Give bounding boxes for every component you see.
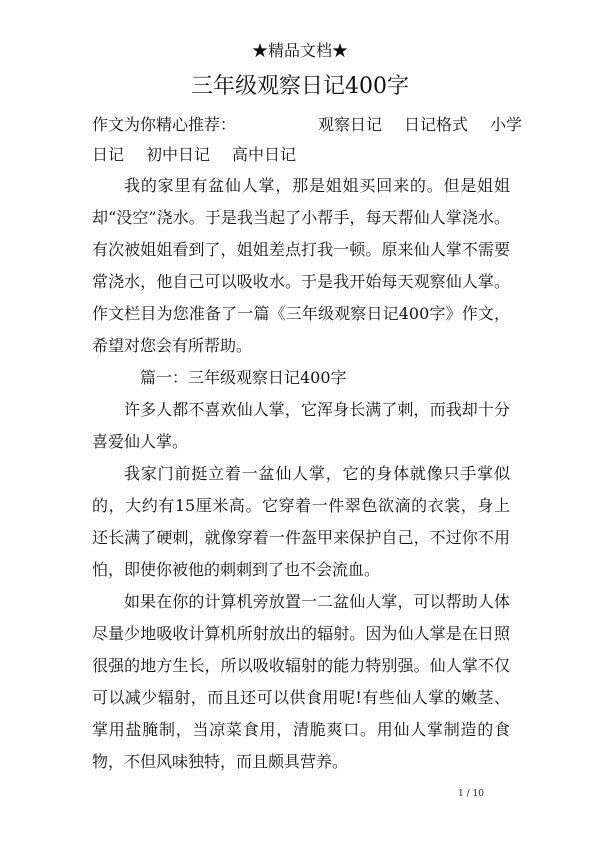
tag-link[interactable]: 小学 — [489, 115, 522, 134]
body-paragraph: 许多人都不喜欢仙人掌，它浑身长满了刺，而我却十分喜爱仙人掌。 — [92, 400, 510, 451]
tag-link[interactable]: 高中日记 — [232, 145, 297, 164]
recommend-label: 作文为你精心推荐： — [92, 115, 237, 134]
page-indicator: 1 / 10 — [458, 789, 484, 799]
intro-paragraph: 我的家里有盆仙人掌，那是姐姐买回来的。但是姐姐却“没空”浇水。于是我当起了小帮手，每天帮仙人掌浇水。有次被姐姐看到了，姐姐差点打我一顿。原来仙人掌不需要常浇水，他自己可以吸收水。于是我开始每天观察仙人掌。作文栏目为您准备了一篇《三年级观察日记400字》作文，希望对您会有所帮助。 — [92, 176, 510, 355]
section-heading: 篇一：三年级观察日记400字 — [140, 368, 347, 387]
tag-link[interactable]: 初中日记 — [146, 145, 211, 164]
tag-link[interactable]: 观察日记 — [317, 115, 382, 134]
recommend-block — [92, 110, 522, 170]
tag-link[interactable]: 日记格式 — [403, 115, 468, 134]
tag-link[interactable]: 日记 — [92, 145, 125, 164]
document-title: 三年级观察日记400字 — [191, 74, 409, 99]
header-mark: ★精品文档★ — [251, 41, 348, 60]
body-paragraph: 如果在你的计算机旁放置一二盆仙人掌，可以帮助人体尽量少地吸收计算机所射放出的辐射。因为仙人掌是在日照很强的地方生长，所以吸收辐射的能力特别强。仙人掌不仅可以减少辐射，而且还可以供食用呢!有些仙人掌的嫩茎、掌用盐腌制，当凉菜食用，清脆爽口。用仙人掌制造的食物，不但风味独特，而且颇具营养。 — [92, 592, 510, 771]
article-body — [92, 170, 510, 778]
body-paragraph: 我家门前挺立着一盆仙人掌，它的身体就像只手掌似的，大约有15厘米高。它穿着一件翠色欲滴的衣裳，身上还长满了硬刺，就像穿着一件盔甲来保护自己，不过你不用怕，即使你被他的刺刺到了也不会流血。 — [92, 464, 510, 579]
